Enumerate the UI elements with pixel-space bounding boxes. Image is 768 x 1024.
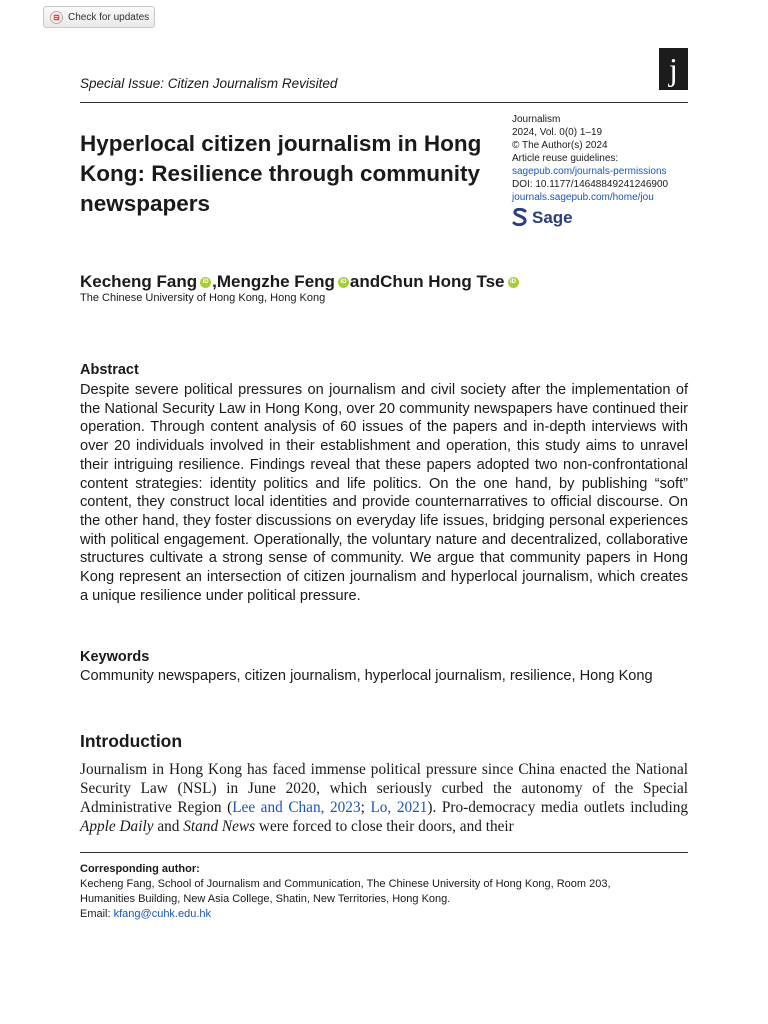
article-title: Hyperlocal citizen journalism in Hong Kong: Resilience through community newspapers xyxy=(80,131,482,216)
doi: DOI: 10.1177/14648849241246900 xyxy=(512,179,669,190)
abstract-text: Despite severe political pressures on journalism and civil society after the implementation of the National Security Law in Hong Kong, over 20 community newspapers have continued their operation. Through content analysis of 60 issues of the papers and in-depth interviews with over 20 individuals involved in their establishment and operation, this study aims to unravel their intriguing resilience. Findings reveal that these papers adopted two non-confrontational content strategies: identity politics and life politics. On the one hand, by publishing “soft” content, they construct local identities and provide counternarratives to official discourse. On the other hand, they foster discussions on everyday life issues, bridging personal experiences with political engagement. Operationally, the voluntary nature and decentralized, collaborative structures cultivate a strong sense of community. We argue that community papers in Hong Kong represent an intersection of citizen journalism and hyperlocal journalism, which creates a unique resilience under political pressure. xyxy=(80,382,688,604)
journal-logo-letter: j xyxy=(669,51,678,87)
citation-link[interactable]: Lee and Chan, 2023 xyxy=(232,799,361,816)
introduction-heading: Introduction xyxy=(80,731,183,751)
journal-home-link[interactable]: journals.sagepub.com/home/jou xyxy=(512,192,654,203)
author-separator: and xyxy=(349,272,381,291)
publication-name: Stand News xyxy=(183,818,256,835)
author-list xyxy=(80,272,520,292)
check-updates-label: Check for updates xyxy=(68,11,150,23)
intro-text-segment: ). Pro-democracy media outlets including xyxy=(427,799,688,816)
journal-logo xyxy=(659,48,688,90)
corresponding-author xyxy=(80,862,690,922)
sage-icon xyxy=(512,208,528,226)
keywords-text: Community newspapers, citizen journalism, hyperlocal journalism, resilience, Hong Kong xyxy=(80,668,653,684)
intro-text-segment: and xyxy=(153,818,184,835)
keywords-heading: Keywords xyxy=(80,649,150,665)
publisher-name: Sage xyxy=(532,207,573,227)
corresponding-author-label: Corresponding author: xyxy=(80,863,200,875)
orcid-icon[interactable]: iD xyxy=(338,277,349,288)
footnote-divider xyxy=(80,852,688,853)
permissions-link[interactable]: sagepub.com/journals-permissions xyxy=(512,166,667,177)
orcid-icon[interactable]: iD xyxy=(508,277,519,288)
check-updates-icon xyxy=(50,11,63,24)
intro-text-segment: ; xyxy=(360,799,371,816)
reuse-guidelines-label: Article reuse guidelines: xyxy=(512,153,619,164)
corresponding-address-line: Humanities Building, New Asia College, Shatin, New Territories, Hong Kong. xyxy=(80,893,451,905)
intro-text-segment: Journalism in Hong Kong has faced immense political pressure since China enacted the National Security Law (NSL) in June 2020, which seriously curbed the autonomy of the Special Administrative Region ( xyxy=(80,761,688,816)
author-name[interactable]: Chun Hong Tse xyxy=(380,272,505,291)
publication-name: Apple Daily xyxy=(80,818,154,835)
abstract-heading: Abstract xyxy=(80,362,139,378)
journal-volume: 2024, Vol. 0(0) 1–19 xyxy=(512,127,603,138)
affiliation: The Chinese University of Hong Kong, Hong Kong xyxy=(80,292,326,304)
header-divider xyxy=(80,102,688,103)
email-line xyxy=(80,907,690,922)
email-link[interactable]: kfang@cuhk.edu.hk xyxy=(113,908,212,920)
journal-copyright: © The Author(s) 2024 xyxy=(512,140,608,151)
email-label: Email: xyxy=(80,908,114,920)
check-for-updates-badge[interactable] xyxy=(43,6,155,28)
intro-text-segment: were forced to close their doors, and their xyxy=(255,818,514,835)
author-separator: , xyxy=(212,272,217,291)
orcid-icon[interactable]: iD xyxy=(200,277,211,288)
author-name[interactable]: Mengzhe Feng xyxy=(216,272,335,291)
journal-name: Journalism xyxy=(512,114,561,125)
citation-link[interactable]: Lo, 2021 xyxy=(370,799,428,816)
introduction-text xyxy=(80,760,688,836)
journal-info xyxy=(512,113,692,226)
corresponding-address-line: Kecheng Fang, School of Journalism and Communication, The Chinese University of Hong Kong, Room 203, xyxy=(80,878,611,890)
special-issue-label: Special Issue: Citizen Journalism Revisited xyxy=(80,76,338,91)
sage-logo xyxy=(512,208,692,226)
author-name[interactable]: Kecheng Fang xyxy=(80,272,198,291)
